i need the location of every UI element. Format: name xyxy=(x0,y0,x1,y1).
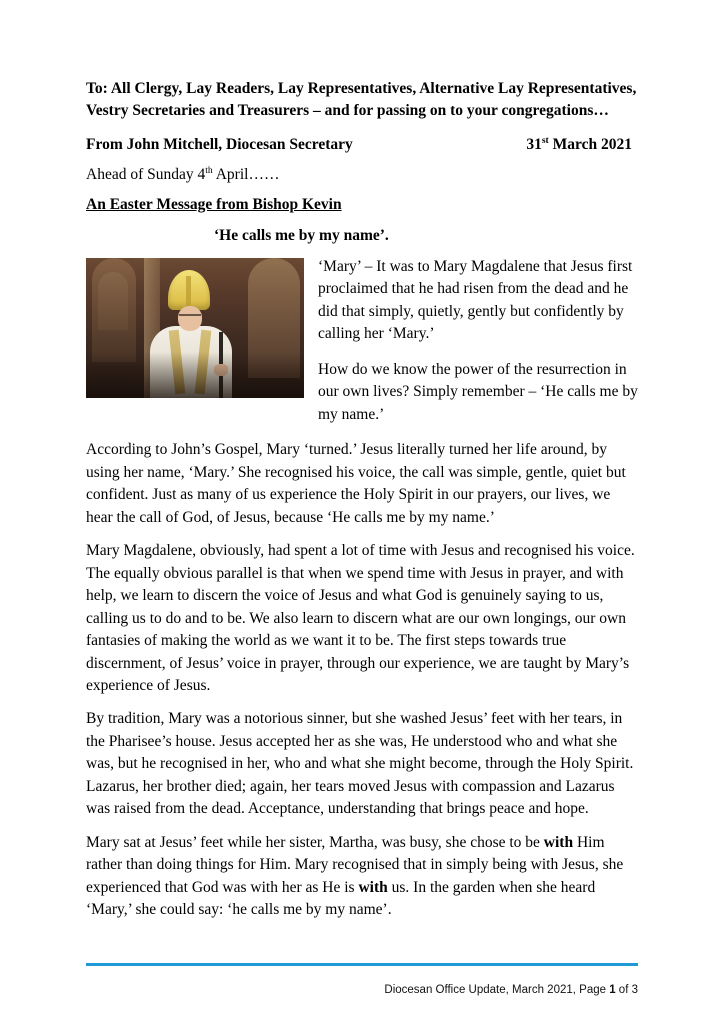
intro-column xyxy=(318,256,638,439)
paragraph-6-bold-2: with xyxy=(358,878,388,896)
footer-prefix: Diocesan Office Update, March 2021, Page xyxy=(384,984,610,996)
footer-divider xyxy=(86,963,638,966)
church-arch-left xyxy=(92,258,136,362)
paragraph-1: ‘Mary’ – It was to Mary Magdalene that Jesus first proclaimed that he had risen from the dead and he did that simply, quietly, gently but confidently by calling her ‘Mary.’ xyxy=(318,258,633,343)
paragraph-2: How do we know the power of the resurrection in our own lives? Simply remember – ‘He calls me by my name.’ xyxy=(318,360,638,423)
bishop-photo-figure xyxy=(86,258,304,398)
recipients-line: To: All Clergy, Lay Readers, Lay Representatives, Alternative Lay Representatives, Vestry Secretaries and Treasurers – and for passing on to your congregations… xyxy=(86,80,637,119)
paragraph-4: Mary Magdalene, obviously, had spent a lot of time with Jesus and recognised his voice. The equally obvious parallel is that when we spend time with Jesus in prayer, and with help, we learn to discern the voice of Jesus and what God is genuinely saying to us, calling us to do and to be. We also learn to discern what are our own longings, our own fantasies of making the world as we want it to be. The first steps towards true discernment, of Jesus’ voice in prayer, through our experience, we are taught by Mary’s experience of Jesus. xyxy=(86,542,635,694)
paragraph-6-part-2: Him rather than doing things for Him. Mary recognised that in simply being with Jesus, she experienced that God was with her as He is xyxy=(86,833,624,896)
footer-caption xyxy=(384,984,638,996)
ahead-of-sunday-line xyxy=(86,166,638,184)
bishop-photo xyxy=(86,258,304,398)
paragraph-5: By tradition, Mary was a notorious sinner, but she washed Jesus’ feet with her tears, in the Pharisee’s house. Jesus accepted her as she was, He understood who and what she was, but he recognised in her, who and what she might become, through the Holy Spirit. Lazarus, her brother died; again, her tears moved Jesus with compassion and Lazarus was raised from the dead. Acceptance, understanding that brings peace and hope. xyxy=(86,710,634,818)
from-and-date-row xyxy=(86,136,638,154)
footer-middle: of xyxy=(615,984,632,996)
pull-quote: ‘He calls me by my name’. xyxy=(214,227,389,244)
date-rest: March 2021 xyxy=(548,136,632,153)
paragraph-6-bold-1: with xyxy=(543,833,574,851)
bishop-glasses xyxy=(179,314,201,321)
from-line: From John Mitchell, Diocesan Secretary xyxy=(86,136,353,153)
section-heading: An Easter Message from Bishop Kevin xyxy=(86,196,342,213)
ahead-suffix: April…… xyxy=(212,166,280,183)
ahead-ordinal: th xyxy=(205,164,213,176)
document-date xyxy=(526,136,638,154)
paragraph-6 xyxy=(86,832,638,922)
footer-total-pages: 3 xyxy=(631,984,638,996)
ahead-prefix: Ahead of Sunday 4 xyxy=(86,166,206,183)
footer-page-number: 1 xyxy=(609,984,616,996)
date-ordinal: st xyxy=(541,134,549,146)
paragraph-6-part-1: Mary sat at Jesus’ feet while her sister, Martha, was busy, she chose to be xyxy=(86,833,544,851)
paragraph-6-part-3: us. In the garden when she heard ‘Mary,’ she could say: ‘he calls me by my name’. xyxy=(86,878,596,919)
paragraph-3: According to John’s Gospel, Mary ‘turned.’ Jesus literally turned her life around, by using her name, ‘Mary.’ She recognised his voice, the call was simple, gentle, quiet but confident. Just as many of us experience the Holy Spirit in our prayers, our lives, we hear the call of God, of Jesus, because ‘He calls me by my name.’ xyxy=(86,441,626,526)
date-day: 31 xyxy=(526,136,542,153)
photo-vignette xyxy=(86,352,304,398)
